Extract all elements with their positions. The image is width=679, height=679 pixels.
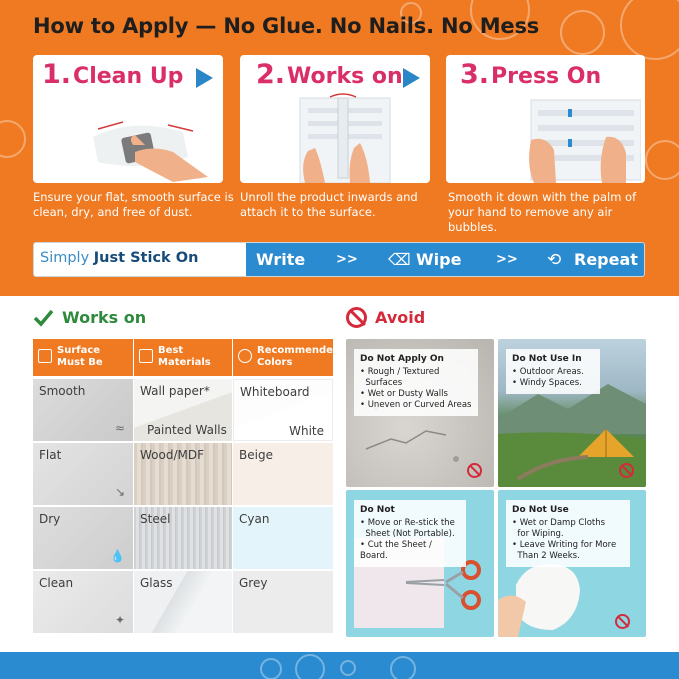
bubble-decoration	[0, 120, 26, 158]
avoid-note-item: • Uneven or Curved Areas	[360, 400, 472, 410]
simply-label: Simply	[40, 250, 90, 266]
header-line: Best	[158, 345, 184, 356]
avoid-card-move-cut	[346, 490, 494, 637]
repeat-label: Repeat	[574, 250, 638, 269]
bubble-decoration	[260, 658, 282, 679]
sparkle-icon: ✦	[114, 613, 125, 627]
header-line: Colors	[257, 357, 293, 368]
avoid-note-item: • Windy Spaces.	[512, 378, 582, 388]
prohibited-icon	[346, 307, 367, 328]
step-number: 2.	[256, 59, 286, 90]
surface-cell-dry	[33, 507, 133, 569]
works-on-grid	[33, 339, 341, 635]
material-label: Wood/MDF	[140, 448, 205, 462]
play-arrow-icon	[403, 68, 420, 88]
prohibited-icon	[615, 614, 630, 629]
pencil-icon: ✎	[229, 250, 244, 270]
checkmark-icon	[33, 307, 54, 328]
prohibited-icon	[467, 463, 482, 478]
material-label: Wall paper*	[140, 384, 210, 398]
press-palm-illustration	[476, 95, 641, 183]
avoid-note-item: • Outdoor Areas.	[512, 367, 584, 377]
avoid-note	[506, 349, 600, 394]
color-cell-beige	[233, 443, 333, 505]
avoid-note-item: Than 2 Weeks.	[512, 551, 580, 561]
material-label-secondary: Painted Walls	[147, 423, 227, 437]
avoid-note-item: Surfaces	[360, 378, 403, 388]
color-cell-whiteboard	[233, 379, 333, 441]
cleaning-hand-illustration	[73, 97, 213, 182]
palette-icon	[238, 349, 252, 363]
step-heading	[460, 61, 601, 88]
bubble-decoration	[340, 660, 356, 676]
step-heading	[256, 61, 403, 88]
color-label: Grey	[239, 576, 268, 590]
avoid-note-title: Do Not Apply On	[360, 354, 444, 364]
avoid-note-item: • Move or Re-stick the	[360, 518, 455, 528]
surface-cell-flat	[33, 443, 133, 505]
avoid-note-title: Do Not Use In	[512, 354, 582, 364]
avoid-note-item: • Leave Writing for More	[512, 540, 617, 550]
avoid-note-title: Do Not	[360, 505, 395, 515]
bottom-decoration-strip	[0, 652, 679, 679]
surface-label: Clean	[39, 576, 74, 590]
step-label: Works on	[287, 64, 403, 89]
double-arrow: >>	[496, 252, 518, 267]
avoid-note-item: • Wet or Dusty Walls	[360, 389, 448, 399]
simply-just-stick-on-text	[40, 250, 198, 266]
step-label: Press On	[491, 64, 602, 89]
avoid-note-title: Do Not Use	[512, 505, 569, 515]
surface-label: Smooth	[39, 384, 86, 398]
color-label-secondary: White	[289, 424, 324, 438]
surface-label: Dry	[39, 512, 61, 526]
unroll-sheet-illustration	[270, 93, 420, 183]
avoid-card-rough-surfaces	[346, 339, 494, 487]
step-label: Clean Up	[73, 64, 184, 89]
materials-icon	[139, 349, 153, 363]
color-label: Cyan	[239, 512, 270, 526]
surface-cell-smooth	[33, 379, 133, 441]
header-line: Must Be	[57, 357, 103, 368]
smooth-waves-icon: ≈	[114, 421, 125, 435]
bubble-decoration	[645, 140, 679, 180]
surface-cell-clean	[33, 571, 133, 633]
bubble-decoration	[390, 656, 416, 679]
header-line: Materials	[158, 357, 211, 368]
step-number: 3.	[460, 59, 490, 90]
step-card-press-on	[446, 55, 645, 183]
surface-icon	[38, 349, 52, 363]
material-cell-wallpaper	[134, 379, 232, 441]
write-label: Write	[256, 250, 306, 269]
header-surface-must-be	[33, 339, 133, 376]
bubble-decoration	[295, 654, 325, 679]
flat-arrow-icon: ↘	[114, 485, 125, 499]
color-cell-grey	[233, 571, 333, 633]
how-to-apply-section	[0, 0, 679, 296]
step-description: Smooth it down with the palm of your hand to remove any air bubbles.	[448, 190, 637, 234]
header-best-materials	[134, 339, 232, 376]
write-wipe-repeat-bar	[33, 242, 645, 277]
step-description: Ensure your flat, smooth surface is clean, dry, and free of dust.	[33, 190, 234, 219]
avoid-note-item: Sheet (Not Portable).	[360, 529, 455, 539]
bubble-decoration	[560, 10, 605, 55]
avoid-heading: Avoid	[375, 308, 426, 327]
double-arrow: >>	[336, 252, 358, 267]
material-cell-steel	[134, 507, 232, 569]
header-line: Surface	[57, 345, 101, 356]
repeat-icon: ⟲	[547, 250, 562, 270]
page-title: How to Apply — No Glue. No Nails. No Mess	[33, 14, 540, 38]
play-arrow-icon	[196, 68, 213, 88]
avoid-note-item: • Rough / Textured	[360, 367, 440, 377]
eraser-icon: ⌫	[388, 250, 411, 269]
step-heading	[42, 61, 183, 88]
step-card-works-on	[240, 55, 430, 183]
step-card-clean-up	[33, 55, 223, 183]
works-on-heading: Works on	[62, 308, 147, 327]
avoid-note	[354, 349, 478, 416]
just-stick-on-label: Just Stick On	[93, 250, 199, 266]
droplet-icon: 💧	[110, 549, 125, 563]
bubble-decoration	[620, 0, 679, 60]
material-cell-wood	[134, 443, 232, 505]
avoid-note	[506, 500, 630, 567]
avoid-card-outdoor	[498, 339, 646, 487]
header-line: Recommended	[257, 345, 341, 356]
step-description: Unroll the product inwards and attach it to the surface.	[240, 190, 418, 219]
avoid-note-item: • Wet or Damp Cloths	[512, 518, 606, 528]
color-label: Whiteboard	[240, 385, 310, 399]
header-recommended-colors	[233, 339, 341, 376]
avoid-note-item: • Cut the Sheet / Board.	[360, 540, 432, 561]
material-label: Steel	[140, 512, 171, 526]
surface-label: Flat	[39, 448, 62, 462]
step-number: 1.	[42, 59, 72, 90]
color-cell-cyan	[233, 507, 333, 569]
material-label: Glass	[140, 576, 173, 590]
color-label: Beige	[239, 448, 273, 462]
prohibited-icon	[619, 463, 634, 478]
avoid-card-wet-cloth	[498, 490, 646, 637]
avoid-note	[354, 500, 466, 567]
avoid-note-item: for Wiping.	[512, 529, 564, 539]
wipe-label: Wipe	[416, 250, 462, 269]
material-cell-glass	[134, 571, 232, 633]
